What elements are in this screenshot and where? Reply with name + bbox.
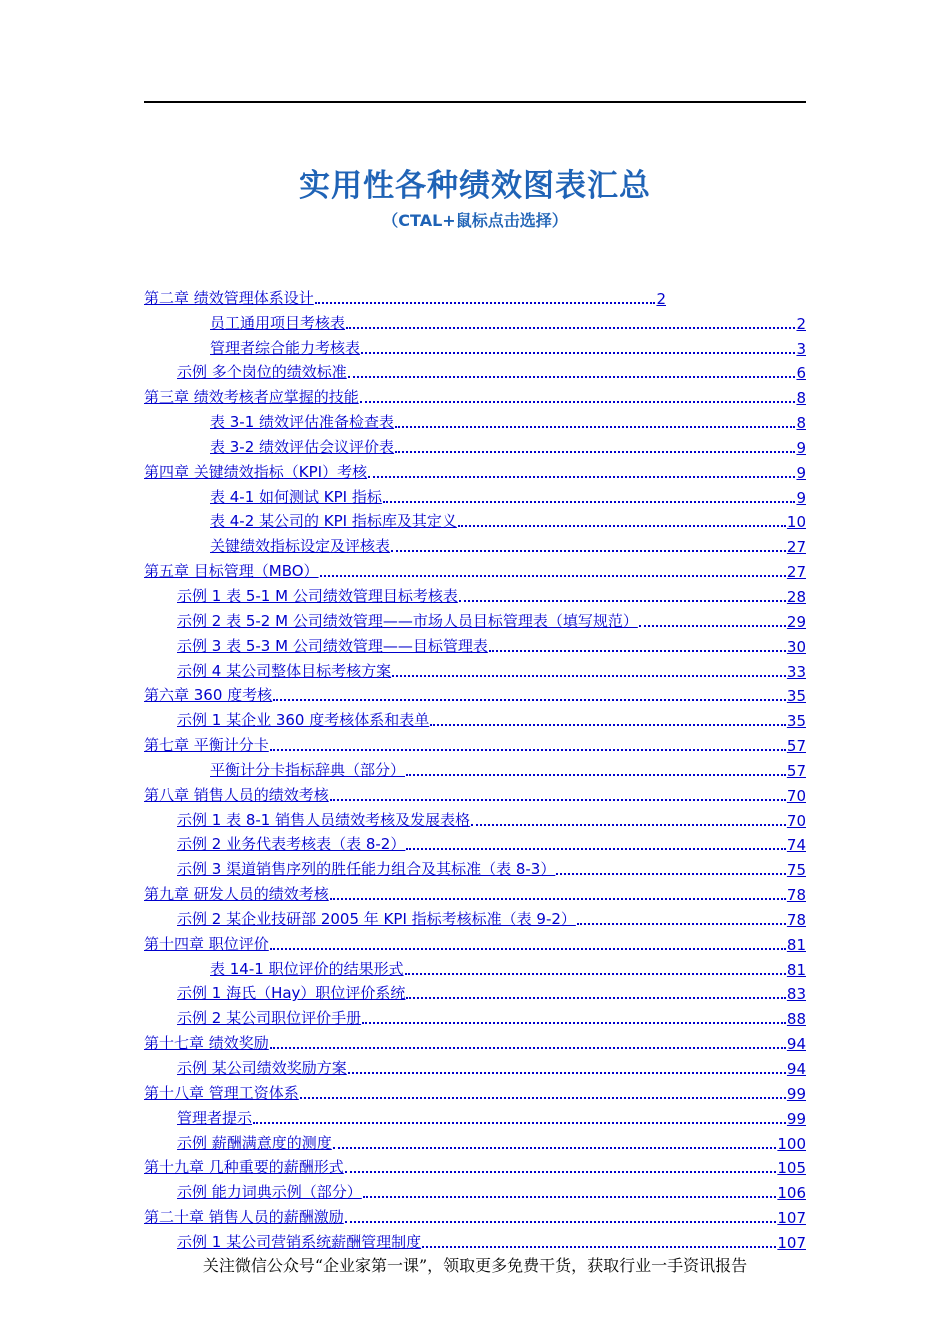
toc-entry[interactable] [144,954,806,979]
page-title: 实用性各种绩效图表汇总 [299,168,651,204]
toc-entry[interactable] [144,979,806,1004]
toc-page-number[interactable]: 78 [786,886,806,905]
toc-entry-title[interactable]: 表 3-1 绩效评估准备检查表 [210,413,395,432]
dot-leader [639,625,786,627]
dot-leader [333,1147,777,1149]
dot-leader [395,451,795,453]
toc-page-number[interactable]: 35 [786,712,806,731]
toc-page-number[interactable]: 94 [786,1060,806,1078]
toc-entry[interactable] [144,1003,806,1028]
toc-page-number[interactable]: 106 [777,1184,806,1203]
toc-page-number[interactable]: 8 [796,414,806,433]
toc-entry[interactable] [144,457,806,482]
dot-leader [458,525,786,527]
toc-entry-title[interactable]: 示例 1 表 8-1 销售人员绩效考核及发展表格 [177,810,471,829]
dot-leader [556,873,786,875]
toc-entry[interactable] [144,830,806,855]
dot-leader [348,1072,786,1074]
toc-entry[interactable] [144,879,806,904]
toc-entry[interactable] [144,308,806,333]
toc-page-number[interactable]: 107 [777,1233,806,1252]
toc-entry-title[interactable]: 表 4-1 如何测试 KPI 指标 [210,487,382,506]
toc-page-number[interactable]: 107 [777,1209,806,1228]
dot-leader [346,327,795,329]
toc-entry[interactable] [144,507,806,532]
dot-leader [459,600,786,602]
toc-entry-title[interactable]: 第十八章 管理工资体系 [144,1083,299,1102]
dot-leader [383,501,796,503]
toc-page-number[interactable]: 29 [786,612,806,631]
dot-leader [273,699,786,701]
toc-page-number[interactable]: 28 [786,587,806,606]
toc-page-number[interactable]: 81 [786,960,806,979]
dot-leader [300,1097,786,1099]
toc-page-number[interactable]: 3 [796,339,806,358]
toc-entry-title[interactable]: 示例 4 某公司整体目标考核方案 [177,661,392,680]
dot-leader [270,749,786,751]
toc-entry-title[interactable]: 第三章 绩效考核者应掌握的技能 [144,388,359,407]
dot-leader [315,302,656,304]
toc-entry-title[interactable]: 表 3-2 绩效评估会议评价表 [210,437,395,456]
dot-leader [320,575,786,577]
toc-page-number[interactable]: 100 [777,1134,806,1153]
toc-page-number[interactable]: 70 [786,786,806,805]
dot-leader [405,973,786,975]
toc-page-number[interactable]: 35 [786,687,806,706]
dot-leader [368,476,795,478]
table-of-contents [144,283,806,1252]
toc-entry-title[interactable]: 管理者综合能力考核表 [210,338,361,357]
dot-leader [489,650,786,652]
toc-page-number[interactable]: 6 [796,364,806,383]
toc-entry-title[interactable]: 示例 1 某公司营销系统薪酬管理制度 [177,1232,422,1251]
toc-entry[interactable] [144,1153,806,1178]
dot-leader [348,376,796,378]
toc-entry-title[interactable]: 示例 薪酬满意度的测度 [177,1133,332,1152]
toc-entry[interactable] [144,929,806,954]
toc-entry[interactable] [144,531,806,556]
toc-entry[interactable] [144,755,806,780]
dot-leader [330,799,786,801]
toc-entry-title[interactable]: 示例 2 某公司职位评价手册 [177,1009,362,1028]
toc-page-number[interactable]: 94 [786,1035,806,1054]
toc-page-number[interactable]: 33 [786,662,806,681]
toc-entry-title[interactable]: 示例 3 表 5-3 M 公司绩效管理——目标管理表 [177,636,488,655]
toc-page-number[interactable]: 57 [786,737,806,756]
toc-entry-title[interactable]: 示例 2 业务代表考核表（表 8-2） [177,835,406,854]
dot-leader [270,1047,786,1049]
dot-leader [406,774,786,776]
toc-page-number[interactable]: 27 [786,538,806,557]
toc-entry[interactable] [144,556,806,581]
dot-leader [471,824,786,826]
toc-entry-title[interactable]: 示例 3 渠道销售序列的胜任能力组合及其标准（表 8-3） [177,860,556,879]
toc-entry[interactable] [144,606,806,631]
toc-entry[interactable] [144,382,806,407]
dot-leader [345,1171,777,1173]
toc-page-number[interactable]: 30 [786,637,806,656]
toc-entry[interactable] [144,432,806,457]
toc-page-number[interactable]: 57 [786,761,806,780]
dot-leader [361,352,795,354]
dot-leader [330,898,786,900]
toc-entry[interactable] [144,805,806,830]
toc-entry[interactable] [144,1177,806,1202]
dot-leader [360,401,796,403]
toc-entry-title[interactable]: 第二章 绩效管理体系设计 [144,288,314,307]
dot-leader [406,848,786,850]
toc-entry[interactable] [144,656,806,681]
toc-entry-title[interactable]: 示例 某公司绩效奖励方案 [177,1059,347,1077]
toc-entry-title[interactable]: 管理者提示 [177,1108,253,1127]
dot-leader [430,724,786,726]
toc-entry-title[interactable]: 员工通用项目考核表 [210,313,346,332]
toc-entry[interactable] [144,1103,806,1128]
toc-entry-title[interactable]: 示例 2 表 5-2 M 公司绩效管理——市场人员目标管理表（填写规范） [177,611,638,630]
toc-page-number[interactable]: 81 [786,935,806,954]
toc-entry[interactable] [144,1028,806,1053]
toc-entry-title[interactable]: 第十九章 几种重要的薪酬形式 [144,1158,344,1177]
toc-entry-title[interactable]: 第七章 平衡计分卡 [144,736,269,755]
toc-entry-title[interactable]: 平衡计分卡指标辞典（部分） [210,760,406,779]
toc-page-number[interactable]: 99 [786,1084,806,1103]
toc-page-number[interactable]: 9 [796,488,806,507]
toc-entry[interactable] [144,631,806,656]
toc-entry[interactable] [144,1202,806,1227]
footer-note: 关注微信公众号“企业家第一课”，领取更多免费干货，获取行业一手资讯报告 [202,1256,748,1275]
toc-page-number[interactable]: 88 [786,1010,806,1029]
toc-page-number[interactable]: 27 [786,563,806,582]
toc-entry-title[interactable]: 第二十章 销售人员的薪酬激励 [144,1208,344,1227]
toc-entry[interactable] [144,482,806,507]
dot-leader [391,550,786,552]
toc-entry-title[interactable]: 第十七章 绩效奖励 [144,1034,269,1053]
toc-page-number[interactable]: 9 [796,438,806,457]
dot-leader [577,923,786,925]
toc-entry[interactable] [144,1078,806,1103]
toc-entry-title[interactable]: 示例 2 某企业技研部 2005 年 KPI 指标考核标准（表 9-2） [177,909,576,928]
toc-page-number[interactable]: 74 [786,836,806,855]
toc-entry[interactable] [144,854,806,879]
toc-page-number[interactable]: 78 [786,910,806,929]
toc-entry[interactable] [144,358,806,383]
toc-page-number[interactable]: 75 [786,861,806,880]
toc-entry-title[interactable]: 示例 能力词典示例（部分） [177,1183,362,1202]
dot-leader [362,1022,786,1024]
toc-entry[interactable] [144,283,666,308]
toc-page-number[interactable]: 105 [777,1159,806,1178]
toc-entry-title[interactable]: 示例 多个岗位的绩效标准 [177,363,347,382]
toc-page-number[interactable]: 99 [786,1109,806,1128]
toc-entry-title[interactable]: 第四章 关键绩效指标（KPI）考核 [144,462,368,481]
toc-entry[interactable] [144,1227,806,1252]
toc-page-number[interactable]: 10 [786,513,806,532]
toc-page-number[interactable]: 2 [796,314,806,333]
toc-entry-title[interactable]: 第十四章 职位评价 [144,934,269,953]
dot-leader [395,426,795,428]
toc-entry-title[interactable]: 表 14-1 职位评价的结果形式 [210,959,404,978]
toc-entry[interactable] [144,581,806,606]
dot-leader [422,1246,776,1248]
dot-leader [363,1196,777,1198]
toc-page-number[interactable]: 8 [796,389,806,408]
toc-entry[interactable] [144,1128,806,1153]
toc-entry[interactable] [144,780,806,805]
toc-entry[interactable] [144,1053,806,1078]
toc-page-number[interactable]: 9 [796,463,806,482]
toc-entry[interactable] [144,730,806,755]
toc-entry-title[interactable]: 第六章 360 度考核 [144,686,273,705]
toc-page-number[interactable]: 2 [656,289,666,308]
toc-entry[interactable] [144,333,806,358]
toc-entry-title[interactable]: 第五章 目标管理（MBO） [144,562,319,581]
toc-entry[interactable] [144,681,806,706]
toc-entry-title[interactable]: 第八章 销售人员的绩效考核 [144,785,329,804]
dot-leader [345,1221,777,1223]
toc-entry-title[interactable]: 表 4-2 某公司的 KPI 指标库及其定义 [210,512,457,531]
toc-entry[interactable] [144,904,806,929]
toc-entry[interactable] [144,407,806,432]
dot-leader [392,675,786,677]
toc-entry-title[interactable]: 关键绩效指标设定及评核表 [210,537,391,556]
toc-entry-title[interactable]: 第九章 研发人员的绩效考核 [144,885,329,904]
toc-entry-title[interactable]: 示例 1 海氏（Hay）职位评价系统 [177,984,406,1003]
page-subtitle: （CTAL+鼠标点击选择） [382,211,568,230]
dot-leader [270,948,786,950]
toc-page-number[interactable]: 70 [786,811,806,830]
dot-leader [253,1122,786,1124]
toc-entry[interactable] [144,705,806,730]
top-rule [144,101,806,103]
dot-leader [406,997,785,999]
toc-page-number[interactable]: 83 [786,985,806,1004]
toc-entry-title[interactable]: 示例 1 表 5-1 M 公司绩效管理目标考核表 [177,586,458,605]
toc-entry-title[interactable]: 示例 1 某企业 360 度考核体系和表单 [177,711,430,730]
